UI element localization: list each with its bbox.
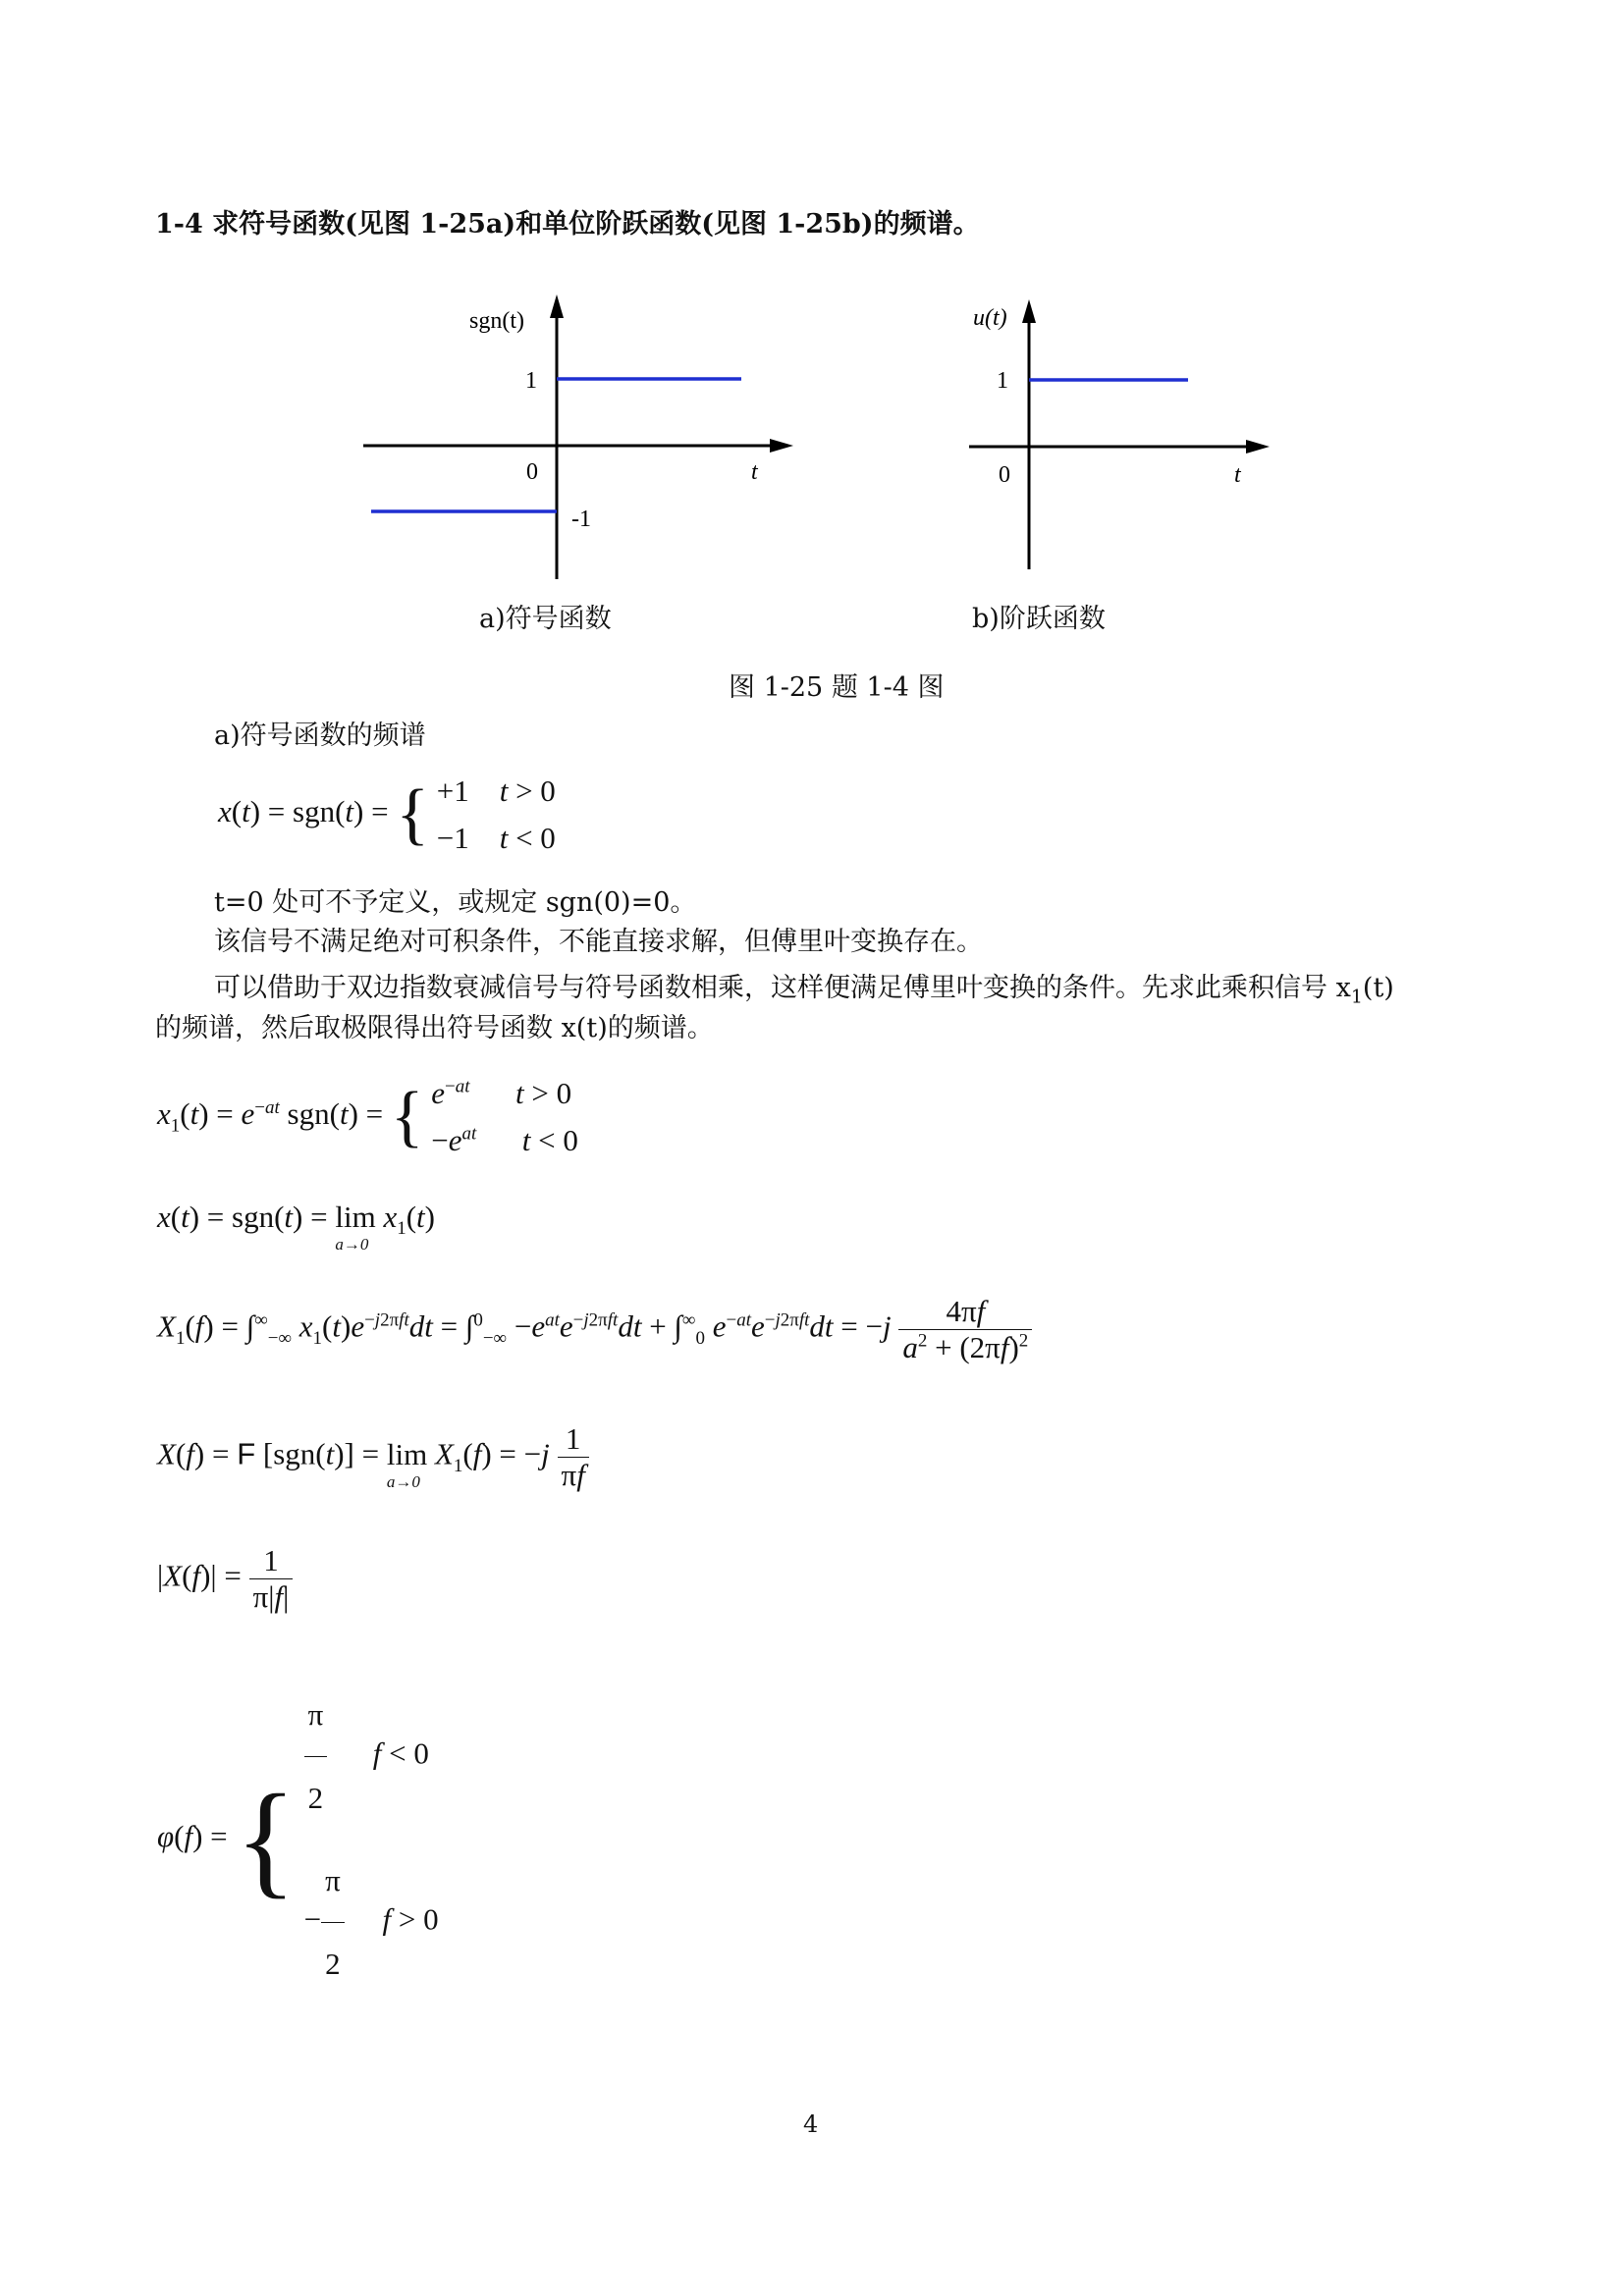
eq-magnitude: |X(f)| = $\frac{1}{\pi|f|}$ (157, 1543, 293, 1615)
step-xlabel: t (1234, 462, 1241, 488)
page-number: 4 (803, 2110, 819, 2138)
sgn-xlabel: t (751, 459, 758, 485)
y-arrow (1022, 299, 1036, 323)
caption-a: a)符号函数 (479, 604, 612, 634)
step-origin: 0 (999, 462, 1010, 488)
para-3: 可以借助于双边指数衰减信号与符号函数相乘，这样便满足傅里叶变换的条件。先求此乘积信号 $x_1(t)$ (214, 973, 1394, 1008)
sgn-origin: 0 (526, 459, 538, 485)
caption-b: b)阶跃函数 (972, 604, 1106, 634)
y-arrow (550, 294, 564, 318)
step-ylabel: u(t) (973, 305, 1007, 331)
eq-X1: $X_1(f) = \int^\infty_{-\infty}$ $x_1(t)e^{-j2\pi ft}dt = \int^0_{-\infty} -e^{at}e^{-j2\pi ft}dt + \int^\infty_0$ $e^{-at}e^{-j2\pi ft}dt = -j$ $\frac{4\pi f}{a^2 + (2\pi f)^2}$ (157, 1294, 1032, 1365)
eq-limit: x(t) = sgn(t) = lim a→0 $x_1(t)$ (157, 1200, 435, 1254)
x-arrow (1246, 440, 1270, 454)
step-tick-1: 1 (997, 368, 1008, 394)
sgn-ylabel: sgn(t) (469, 308, 524, 334)
para-3b: 的频谱，然后取极限得出符号函数 x(t)的频谱。 (155, 1013, 714, 1043)
sgn-tick-1: 1 (525, 368, 537, 394)
para-2: 该信号不满足绝对可积条件，不能直接求解，但傅里叶变换存在。 (214, 927, 983, 957)
eq-Xf: X(f) = F [sgn(t)] = lim a→0 $X_1(f) = -j$ $\frac{1}{\pi f}$ (157, 1421, 589, 1493)
problem-heading: 1-4 求符号函数(见图 1-25a)和单位阶跃函数(见图 1-25b)的频谱。 (155, 209, 980, 240)
eq-x1-def: $x_1(t) = e^{-at}$ sgn(t) = { $e^{-at}$ t > 0 $-e^{at}$ t < 0 (157, 1076, 578, 1157)
eq-sgn-def: x(t) = sgn(t) = { +1 t > 0 −1 t < 0 (218, 774, 556, 855)
figure-caption: 图 1-25 题 1-4 图 (729, 672, 945, 703)
x-arrow (770, 439, 793, 453)
figure-step (957, 290, 1291, 584)
para-1: t=0 处可不予定义，或规定 sgn(0)=0。 (214, 887, 697, 918)
eq-phase: φ(f) = { $\frac{\pi}{2}$ f < 0 − $\frac{\pi}{2}$ f > 0 (157, 1674, 439, 2005)
section-a-heading: a)符号函数的频谱 (214, 721, 426, 751)
sgn-tick-neg1: -1 (571, 507, 591, 532)
figure-sgn (353, 285, 805, 589)
